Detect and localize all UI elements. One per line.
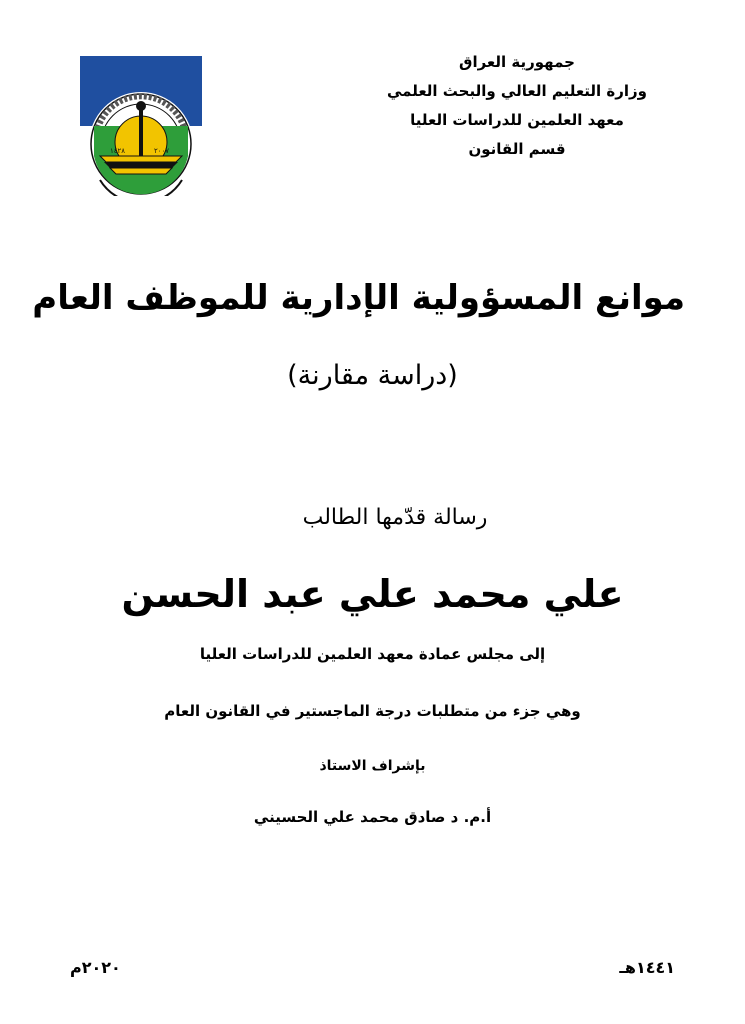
degree-note: وهي جزء من متطلبات درجة الماجستير في القانون العام bbox=[164, 702, 581, 720]
student-name: علي محمد علي عبد الحسن bbox=[121, 572, 624, 616]
gregorian-date: ٢٠٢٠م bbox=[70, 958, 121, 977]
svg-text:١٤٢٨: ١٤٢٨ bbox=[110, 147, 126, 155]
department-line: قسم القانون bbox=[468, 140, 566, 158]
thesis-title: موانع المسؤولية الإدارية للموظف العام bbox=[32, 278, 685, 318]
svg-text:٢٠٠٧: ٢٠٠٧ bbox=[154, 147, 170, 155]
hijri-date: ١٤٤١هـ bbox=[619, 958, 675, 977]
supervision-label: بإشراف الاستاذ bbox=[319, 758, 426, 774]
submitted-to-line: إلى مجلس عمادة معهد العلمين للدراسات العليا bbox=[199, 645, 546, 663]
supervisor-name: أ.م. د صادق محمد علي الحسيني bbox=[253, 808, 492, 826]
institute-line: معهد العلمين للدراسات العليا bbox=[410, 111, 624, 129]
presented-by-label: رسالة قدّمها الطالب bbox=[302, 505, 488, 530]
institute-seal-icon bbox=[80, 56, 202, 196]
thesis-subtitle: (دراسة مقارنة) bbox=[287, 360, 458, 391]
ministry-line: وزارة التعليم العالي والبحث العلمي bbox=[386, 82, 648, 100]
country-line: جمهورية العراق bbox=[459, 53, 575, 71]
institution-header bbox=[357, 48, 677, 164]
